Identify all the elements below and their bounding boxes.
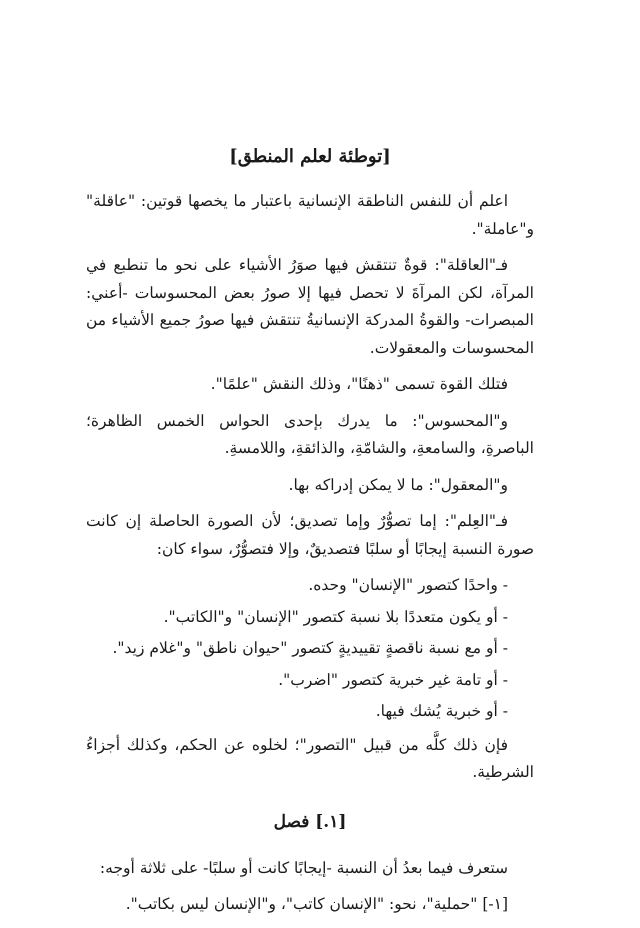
section-heading: [١.] فصل <box>273 811 347 832</box>
paragraph: فتلك القوة تسمى "ذهنًا"، وذلك النقش "علمًا". <box>210 375 508 393</box>
paragraph: و"المحسوس": ما يدرك بإحدى الحواس الخمس الظاهرة؛ الباصرةِ، والسامعةِ، والشامّةِ، والذائقةِ، واللامسةِ. <box>86 411 534 457</box>
paragraph: فـ"العِلم": إما تصوُّرٌ وإما تصديق؛ لأن الصورة الحاصلة إن كانت صورة النسبة إيجابًا أو سلبًا فتصديقٌ، وإلا فتصوُّرٌ، سواء كان: <box>86 512 534 558</box>
list-item: - واحدًا كتصور "الإنسان" وحده. <box>86 572 534 600</box>
list-item: - أو تامة غير خبرية كتصور "اضرب". <box>86 667 534 695</box>
document-page <box>86 142 534 928</box>
paragraph: اعلم أن للنفس الناطقة الإنسانية باعتبار ما يخصها قوتين: "عاقلة" و"عاملة". <box>86 192 534 238</box>
paragraph: [١-] "حملية"، نحو: "الإنسان كاتب"، و"الإنسان ليس بكاتب". <box>125 895 508 913</box>
paragraph: فـ"العاقلة": قوةٌ تنتقش فيها صوَرُ الأشياء على نحو ما تنطبع في المرآة، لكن المرآةَ لا تحصل فيها إلا صورُ بعض المحسوسات -أعني: المبصرات- والقوةُ المدركة الإنسانيةُ تنتقش فيها صورُ جميع الأشياء من المحسوسات والمعقولات. <box>86 256 534 357</box>
bullet-list <box>86 572 534 726</box>
paragraph: فإن ذلك كلَّه من قبيل "التصور"؛ لخلوه عن الحكم، وكذلك أجزاءُ الشرطية. <box>86 735 534 781</box>
list-item: - أو مع نسبة ناقصةٍ تقييديةٍ كتصور "حيوان ناطق" و"غلام زيد". <box>86 635 534 663</box>
page-title: [توطئة لعلم المنطق] <box>229 146 391 167</box>
paragraph: ستعرف فيما بعدُ أن النسبة -إيجابًا كانت أو سلبًا- على ثلاثة أوجه: <box>99 858 508 877</box>
paragraph: و"المعقول": ما لا يمكن إدراكه بها. <box>288 475 508 494</box>
list-item: - أو يكون متعددًا بلا نسبة كتصور "الإنسان" و"الكاتب". <box>86 604 534 632</box>
list-item: - أو خبرية يُشك فيها. <box>86 698 534 726</box>
